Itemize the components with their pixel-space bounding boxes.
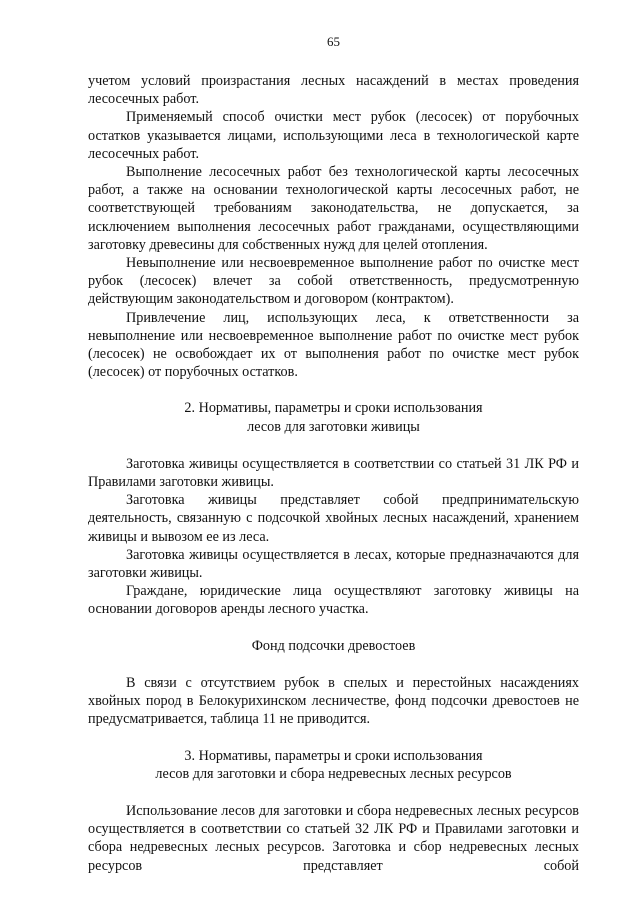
section-heading [88, 399, 579, 435]
page-number: 65 [327, 34, 340, 49]
paragraph: Заготовка живицы осуществляется в соответствии со статьей 31 ЛК РФ и Правилами заготовки живицы. [88, 455, 579, 491]
paragraph: В связи с отсутствием рубок в спелых и перестойных насаждениях хвойных пород в Белокурихинском лесничестве, фонд подсочки древостоев не предусматривается, таблица 11 не приводится. [88, 674, 579, 728]
paragraph: Привлечение лиц, использующих леса, к ответственности за невыполнение или несвоевременное выполнение работ по очистке мест рубок (лесосек) не освобождает их от выполнения работ по очистке мест рубок (лесосек) от порубочных остатков. [88, 309, 579, 381]
paragraph: Заготовка живицы осуществляется в лесах, которые предназначаются для заготовки живицы. [88, 546, 579, 582]
paragraph: Применяемый способ очистки мест рубок (лесосек) от порубочных остатков указывается лицами, использующими леса в технологической карте лесосечных работ. [88, 109, 579, 162]
section-heading [88, 637, 579, 655]
document-page [88, 34, 579, 875]
section-heading-line: 3. Нормативы, параметры и сроки использования [184, 747, 483, 764]
section-heading-line: Фонд подсочки древостоев [251, 637, 416, 654]
paragraph: Использование лесов для заготовки и сбора недревесных лесных ресурсов осуществляется в соответствии со статьей 32 ЛК РФ и Правилами заготовки и сбора недревесных лесных ресурсов. Заготовка и сбор недревесных лесных ресурсов представляет собой [88, 802, 579, 874]
paragraph: учетом условий произрастания лесных насаждений в местах проведения лесосечных работ. [88, 73, 579, 108]
section-heading [88, 747, 579, 783]
paragraph: Граждане, юридические лица осуществляют заготовку живицы на основании договоров аренды лесного участка. [88, 583, 579, 618]
paragraph: Невыполнение или несвоевременное выполнение работ по очистке мест рубок (лесосек) влечет за собой ответственность, предусмотренную действующим законодательством и договором (контрактом). [88, 255, 579, 308]
paragraph: Выполнение лесосечных работ без технологической карты лесосечных работ, а также на основании технологической карты лесосечных работ, не соответствующей требованиям законодательства, не допускается, за исключением выполнения лесосечных работ гражданами, осуществляющими заготовку древесины для собственных нужд для целей отопления. [88, 164, 579, 253]
section-heading-line: лесов для заготовки и сбора недревесных лесных ресурсов [155, 765, 512, 782]
section-heading-line: 2. Нормативы, параметры и сроки использования [184, 400, 483, 417]
document-body [88, 72, 579, 875]
paragraph: Заготовка живицы представляет собой предпринимательскую деятельность, связанную с подсочкой хвойных лесных насаждений, хранением живицы и вывозом ее из леса. [88, 492, 579, 545]
section-heading-line: лесов для заготовки живицы [247, 418, 420, 435]
